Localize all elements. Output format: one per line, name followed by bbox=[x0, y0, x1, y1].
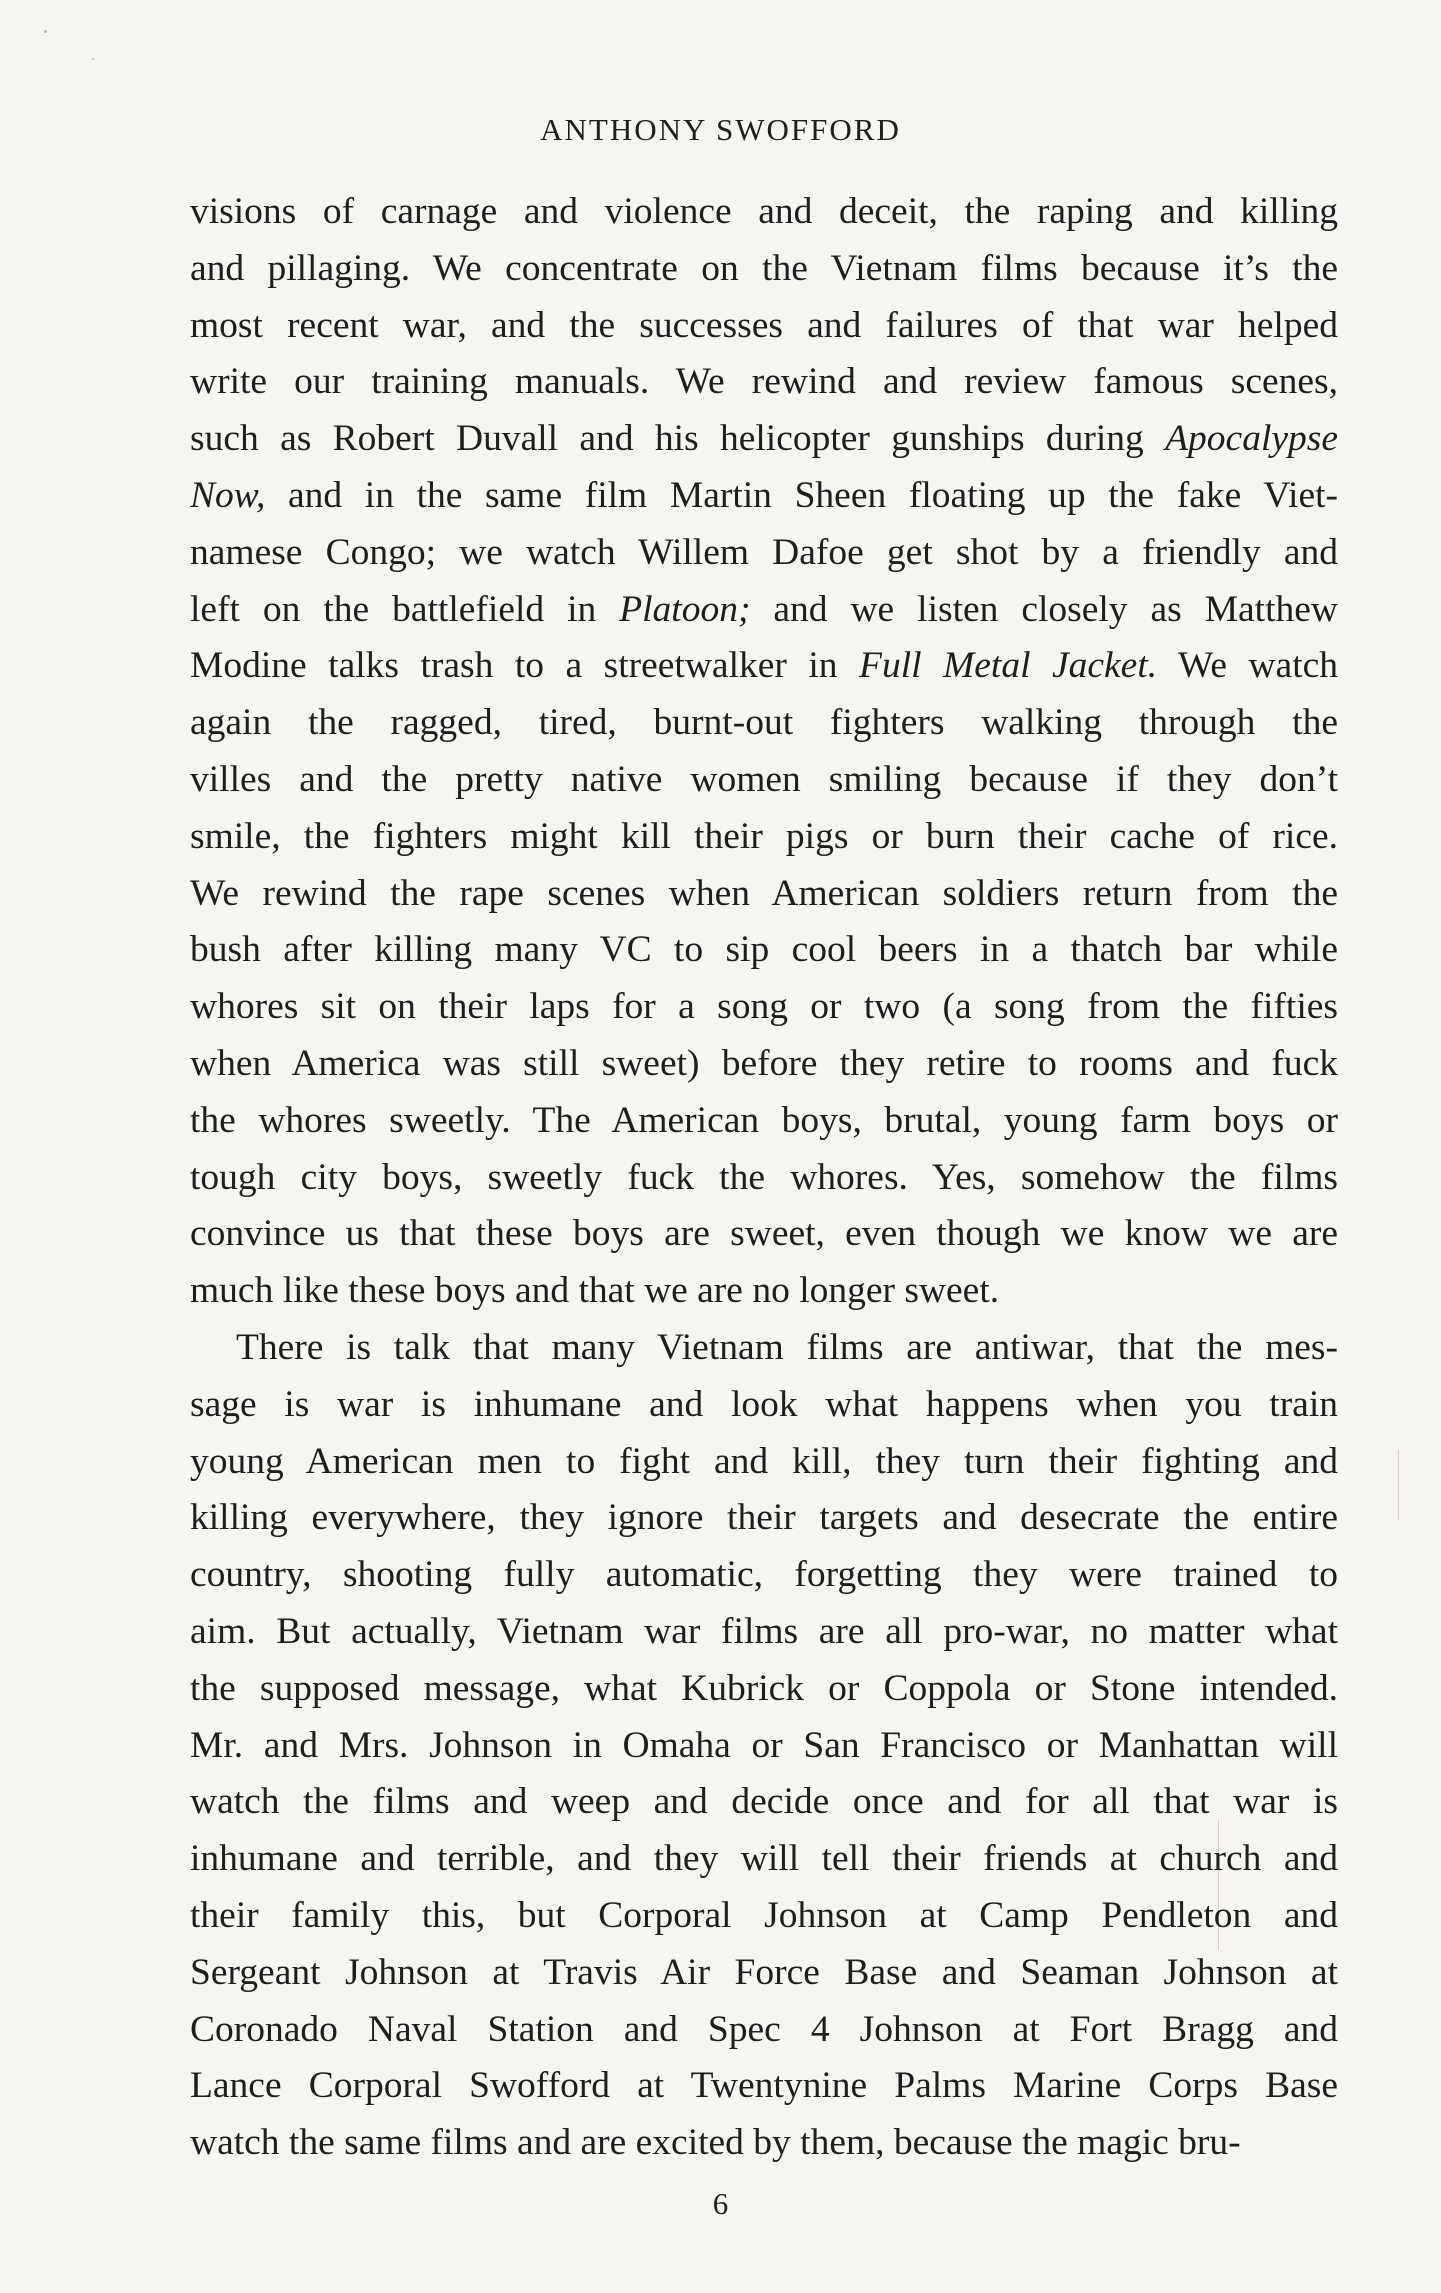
text-run: Mr. and Mrs. Johnson in Omaha or San Francisco or Manhattan will bbox=[190, 1724, 1338, 1766]
text-run: Sergeant Johnson at Travis Air Force Base and Seaman Johnson at bbox=[190, 1951, 1338, 1993]
text-line bbox=[190, 1774, 1338, 1831]
text-line bbox=[190, 2002, 1338, 2059]
text-run: their family this, but Corporal Johnson at Camp Pendleton and bbox=[190, 1894, 1338, 1936]
text-run: the supposed message, what Kubrick or Coppola or Stone intended. bbox=[190, 1667, 1338, 1709]
text-run: We watch bbox=[1157, 645, 1338, 687]
italic-title: Now, bbox=[190, 474, 266, 516]
text-run: left on the battlefield in bbox=[190, 588, 620, 630]
italic-title: Apocalypse bbox=[1165, 418, 1338, 460]
text-run: most recent war, and the successes and failures of that war helped bbox=[190, 304, 1338, 346]
text-run: killing everywhere, they ignore their targets and desecrate the entire bbox=[190, 1497, 1338, 1539]
text-line bbox=[190, 752, 1338, 809]
page-number: 6 bbox=[712, 2186, 729, 2221]
text-run: There is talk that many Vietnam films are antiwar, that the mes- bbox=[236, 1326, 1338, 1368]
text-run: Coronado Naval Station and Spec 4 Johnson at Fort Bragg and bbox=[190, 2008, 1338, 2050]
text-line bbox=[190, 184, 1338, 241]
paper-speck bbox=[44, 30, 47, 33]
text-run: watch the films and weep and decide once and for all that war is bbox=[190, 1781, 1338, 1823]
italic-title: Full Metal Jacket. bbox=[859, 645, 1158, 687]
text-line bbox=[190, 1718, 1338, 1775]
text-run: Lance Corporal Swofford at Twentynine Palms Marine Corps Base bbox=[190, 2065, 1338, 2107]
text-line bbox=[190, 1661, 1338, 1718]
text-line bbox=[190, 1547, 1338, 1604]
text-line bbox=[190, 866, 1338, 923]
text-line bbox=[190, 2058, 1338, 2115]
text-line bbox=[190, 1263, 1338, 1320]
text-line bbox=[190, 468, 1338, 525]
text-run: country, shooting fully automatic, forgetting they were trained to bbox=[190, 1554, 1338, 1596]
text-run: the whores sweetly. The American boys, brutal, young farm boys or bbox=[190, 1099, 1338, 1141]
text-run: bush after killing many VC to sip cool beers in a thatch bar while bbox=[190, 929, 1338, 971]
text-run: and in the same film Martin Sheen floating up the fake Viet- bbox=[265, 474, 1338, 516]
text-run: and pillaging. We concentrate on the Vietnam films because it’s the bbox=[190, 247, 1338, 289]
text-run: smile, the fighters might kill their pigs or burn their cache of rice. bbox=[190, 815, 1338, 857]
text-run: aim. But actually, Vietnam war films are all pro-war, no matter what bbox=[190, 1610, 1338, 1652]
text-line bbox=[190, 1036, 1338, 1093]
text-line bbox=[190, 638, 1338, 695]
text-run: inhumane and terrible, and they will tell their friends at church and bbox=[190, 1838, 1338, 1880]
text-line bbox=[190, 979, 1338, 1036]
text-run: write our training manuals. We rewind and review famous scenes, bbox=[190, 361, 1338, 403]
text-run: We rewind the rape scenes when American soldiers return from the bbox=[190, 872, 1338, 914]
text-line bbox=[190, 1206, 1338, 1263]
text-run: young American men to fight and kill, they turn their fighting and bbox=[190, 1440, 1338, 1482]
text-line bbox=[190, 1377, 1338, 1434]
paper-speck bbox=[92, 58, 94, 60]
text-line bbox=[190, 525, 1338, 582]
text-line bbox=[190, 1150, 1338, 1207]
running-head: ANTHONY SWOFFORD bbox=[540, 112, 901, 147]
text-line bbox=[190, 411, 1338, 468]
paper-scuff bbox=[1398, 1450, 1399, 1520]
text-run: tough city boys, sweetly fuck the whores. Yes, somehow the films bbox=[190, 1156, 1338, 1198]
text-run: convince us that these boys are sweet, even though we know we are bbox=[190, 1213, 1338, 1255]
text-line bbox=[190, 1831, 1338, 1888]
text-line bbox=[190, 2115, 1338, 2172]
text-run: again the ragged, tired, burnt-out fighters walking through the bbox=[190, 702, 1338, 744]
text-line bbox=[190, 1093, 1338, 1150]
text-line bbox=[190, 922, 1338, 979]
text-line bbox=[190, 809, 1338, 866]
text-line bbox=[190, 695, 1338, 752]
italic-title: Platoon; bbox=[619, 588, 751, 630]
text-line bbox=[190, 298, 1338, 355]
text-run: visions of carnage and violence and deceit, the raping and killing bbox=[190, 191, 1338, 232]
body-text bbox=[190, 184, 1338, 2172]
text-line bbox=[190, 582, 1338, 639]
text-line bbox=[190, 241, 1338, 298]
text-run: and we listen closely as Matthew bbox=[750, 588, 1338, 630]
text-line bbox=[190, 1490, 1338, 1547]
text-line bbox=[190, 354, 1338, 411]
text-run: when America was still sweet) before they retire to rooms and fuck bbox=[190, 1042, 1338, 1084]
text-run: villes and the pretty native women smiling because if they don’t bbox=[190, 758, 1338, 800]
text-line bbox=[190, 1604, 1338, 1661]
text-line bbox=[190, 1888, 1338, 1945]
text-run: whores sit on their laps for a song or two (a song from the fifties bbox=[190, 986, 1338, 1028]
text-run: watch the same films and are excited by them, because the magic bru- bbox=[190, 2122, 1241, 2164]
text-run: much like these boys and that we are no longer sweet. bbox=[190, 1270, 1000, 1312]
text-run: Modine talks trash to a streetwalker in bbox=[190, 645, 860, 687]
text-line bbox=[190, 1320, 1338, 1377]
text-line bbox=[190, 1434, 1338, 1491]
text-line bbox=[190, 1945, 1338, 2002]
text-run: such as Robert Duvall and his helicopter gunships during bbox=[190, 418, 1166, 460]
text-run: sage is war is inhumane and look what happens when you train bbox=[190, 1383, 1338, 1425]
text-run: namese Congo; we watch Willem Dafoe get shot by a friendly and bbox=[190, 531, 1338, 573]
